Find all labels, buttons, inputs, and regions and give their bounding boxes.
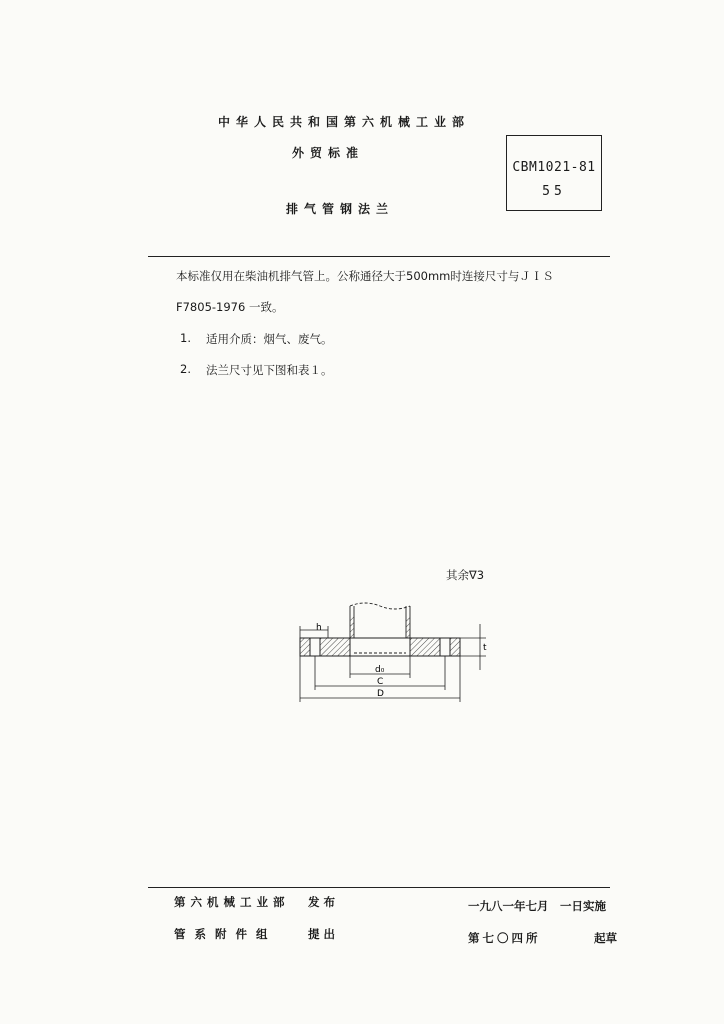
implementation-date: 一九八一年七月 一日实施 <box>468 899 606 913</box>
flange-section <box>300 638 460 656</box>
clause-1-number: 1. <box>180 331 191 345</box>
footer-divider <box>148 887 610 888</box>
clause-1-text: 适用介质：烟气、废气。 <box>206 332 333 346</box>
standard-code: CBM1021-81 <box>512 160 596 175</box>
label-d0: d₀ <box>375 665 385 675</box>
label-t: t <box>483 643 487 653</box>
standard-number-box <box>506 135 602 211</box>
drafter: 第七〇四所 <box>468 931 541 945</box>
proposer: 管系附件组 <box>174 927 277 941</box>
standard-category: 外贸标准 <box>292 146 365 160</box>
label-d: D <box>377 689 384 699</box>
document-title: 排气管钢法兰 <box>286 202 395 216</box>
page-number: 55 <box>542 184 566 199</box>
header-divider <box>148 256 610 257</box>
issued-label: 发布 <box>308 895 339 909</box>
surface-roughness-note: 其余∇3 <box>446 568 485 582</box>
issuer: 第六机械工业部 <box>174 895 290 909</box>
clause-2-number: 2. <box>180 362 191 376</box>
label-h: h <box>316 623 322 633</box>
intro-line-1: 本标准仅用在柴油机排气管上。公称通径大于500mm时连接尺寸与ＪＩＳ <box>176 269 554 283</box>
ministry-name: 中华人民共和国第六机械工业部 <box>218 115 471 129</box>
label-c: C <box>377 677 384 687</box>
clause-2-text: 法兰尺寸见下图和表１。 <box>206 363 333 377</box>
intro-line-2: F7805-1976 一致。 <box>176 300 284 314</box>
pipe-outline <box>350 603 410 638</box>
drafted-label: 起草 <box>594 931 617 945</box>
flange-drawing <box>290 590 500 710</box>
proposed-label: 提出 <box>308 927 339 941</box>
